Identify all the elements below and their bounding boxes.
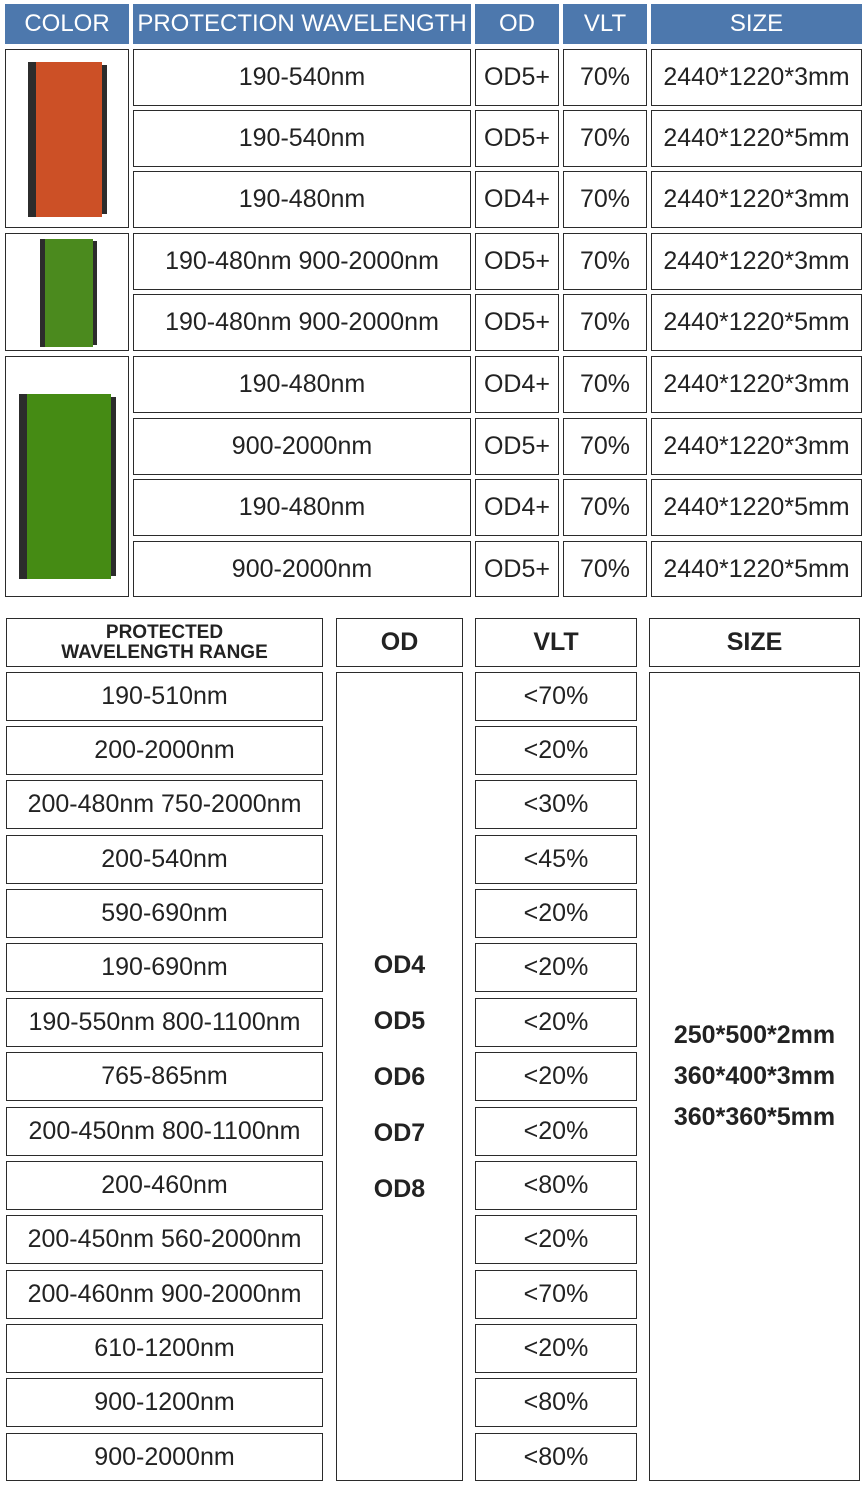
od-values-cell <box>336 672 463 1481</box>
vlt-cell: 70% <box>563 294 647 351</box>
wavelength-cell: 900-2000nm <box>133 541 471 597</box>
vlt-cell: <20% <box>475 889 637 938</box>
vlt-cell: <20% <box>475 1052 637 1101</box>
range-cell: 200-540nm <box>6 835 323 884</box>
size-cell: 2440*1220*3mm <box>651 233 862 290</box>
vlt-cell: <80% <box>475 1161 637 1210</box>
size-cell: 2440*1220*5mm <box>651 541 862 597</box>
vlt-cell: <20% <box>475 998 637 1047</box>
od-value: OD4 <box>373 950 426 979</box>
vlt-cell: <20% <box>475 1107 637 1156</box>
range-cell: 900-1200nm <box>6 1378 323 1427</box>
vlt-cell: <70% <box>475 1270 637 1319</box>
header-range-line1: PROTECTED <box>105 621 224 643</box>
header-vlt: VLT <box>563 4 647 44</box>
vlt-cell: 70% <box>563 171 647 228</box>
od-value: OD6 <box>373 1062 426 1091</box>
vlt-cell: <80% <box>475 1433 637 1481</box>
size-cell: 2440*1220*5mm <box>651 294 862 351</box>
od-cell: OD5+ <box>475 294 559 351</box>
range-cell: 190-550nm 800-1100nm <box>6 998 323 1047</box>
color-swatch-green-large <box>5 356 129 597</box>
color-swatch-orange <box>5 49 129 228</box>
range-cell: 200-460nm 900-2000nm <box>6 1270 323 1319</box>
header-protected-wavelength-range <box>6 618 323 667</box>
wavelength-cell: 190-480nm <box>133 171 471 228</box>
od-cell: OD4+ <box>475 171 559 228</box>
header-size: SIZE <box>649 618 860 667</box>
header-color: COLOR <box>5 4 129 44</box>
od-cell: OD4+ <box>475 356 559 413</box>
wavelength-cell: 190-480nm 900-2000nm <box>133 294 471 351</box>
size-cell: 2440*1220*3mm <box>651 171 862 228</box>
header-vlt: VLT <box>475 618 637 667</box>
vlt-cell: <20% <box>475 1215 637 1264</box>
od-cell: OD5+ <box>475 541 559 597</box>
vlt-cell: 70% <box>563 233 647 290</box>
vlt-cell: 70% <box>563 418 647 475</box>
od-value: OD5 <box>373 1006 426 1035</box>
header-od: OD <box>336 618 463 667</box>
size-value: 360*360*5mm <box>673 1103 836 1131</box>
od-cell: OD5+ <box>475 110 559 167</box>
vlt-cell: 70% <box>563 356 647 413</box>
vlt-cell: <20% <box>475 1324 637 1373</box>
range-cell: 190-510nm <box>6 672 323 721</box>
header-od: OD <box>475 4 559 44</box>
vlt-cell: <70% <box>475 672 637 721</box>
size-cell: 2440*1220*3mm <box>651 418 862 475</box>
od-cell: OD4+ <box>475 479 559 536</box>
vlt-cell: <30% <box>475 780 637 829</box>
size-cell: 2440*1220*5mm <box>651 110 862 167</box>
vlt-cell: 70% <box>563 49 647 106</box>
range-cell: 900-2000nm <box>6 1433 323 1481</box>
wavelength-cell: 190-540nm <box>133 49 471 106</box>
header-range-line2: WAVELENGTH RANGE <box>61 641 268 663</box>
green-small-panel-image <box>40 239 100 347</box>
wavelength-cell: 190-540nm <box>133 110 471 167</box>
vlt-cell: <20% <box>475 943 637 992</box>
vlt-cell: 70% <box>563 541 647 597</box>
od-cell: OD5+ <box>475 233 559 290</box>
range-cell: 765-865nm <box>6 1052 323 1101</box>
od-value: OD7 <box>373 1118 426 1147</box>
range-cell: 610-1200nm <box>6 1324 323 1373</box>
vlt-cell: 70% <box>563 479 647 536</box>
range-cell: 200-2000nm <box>6 726 323 775</box>
vlt-cell: <45% <box>475 835 637 884</box>
size-value: 360*400*3mm <box>673 1062 836 1090</box>
vlt-cell: <20% <box>475 726 637 775</box>
range-cell: 190-690nm <box>6 943 323 992</box>
range-cell: 200-460nm <box>6 1161 323 1210</box>
range-cell: 200-480nm 750-2000nm <box>6 780 323 829</box>
od-cell: OD5+ <box>475 418 559 475</box>
size-values-cell <box>649 672 860 1481</box>
orange-panel-image <box>28 62 110 217</box>
wavelength-cell: 190-480nm <box>133 356 471 413</box>
size-cell: 2440*1220*5mm <box>651 479 862 536</box>
size-cell: 2440*1220*3mm <box>651 356 862 413</box>
wavelength-cell: 190-480nm <box>133 479 471 536</box>
wavelength-cell: 900-2000nm <box>133 418 471 475</box>
range-cell: 200-450nm 800-1100nm <box>6 1107 323 1156</box>
vlt-cell: <80% <box>475 1378 637 1427</box>
size-cell: 2440*1220*3mm <box>651 49 862 106</box>
vlt-cell: 70% <box>563 110 647 167</box>
od-value: OD8 <box>373 1174 426 1203</box>
header-protection-wavelength: PROTECTION WAVELENGTH <box>133 4 471 44</box>
header-size: SIZE <box>651 4 862 44</box>
range-cell: 590-690nm <box>6 889 323 938</box>
size-value: 250*500*2mm <box>673 1021 836 1049</box>
color-swatch-green-small <box>5 233 129 351</box>
wavelength-cell: 190-480nm 900-2000nm <box>133 233 471 290</box>
od-cell: OD5+ <box>475 49 559 106</box>
range-cell: 200-450nm 560-2000nm <box>6 1215 323 1264</box>
green-large-panel-image <box>19 394 119 579</box>
